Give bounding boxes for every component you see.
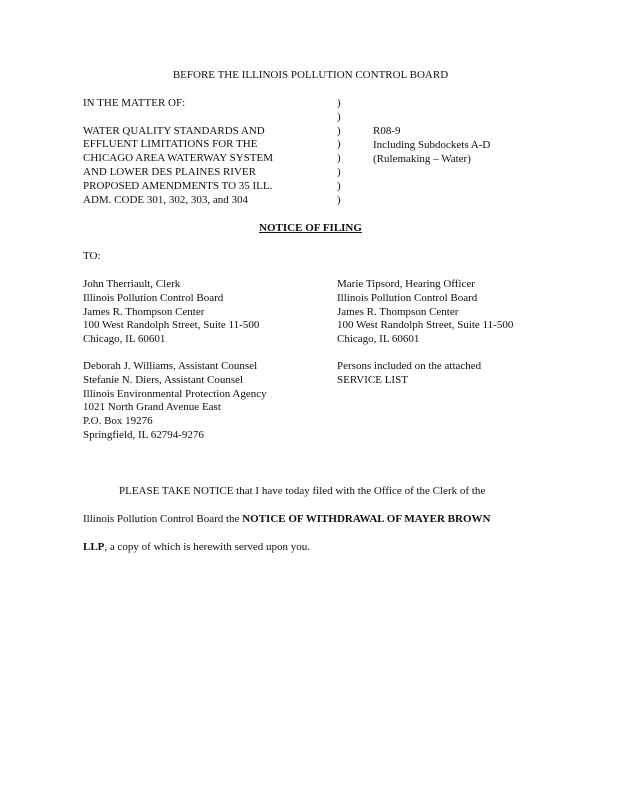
address-line: Marie Tipsord, Hearing Officer [337,278,475,290]
caption-matter [83,97,333,207]
address-line: Chicago, IL 60601 [337,333,420,346]
firm-suffix: LLP [83,541,105,553]
caption-parentheses [337,97,341,207]
caption-line: WATER QUALITY STANDARDS AND [83,124,265,137]
body-text: Illinois Pollution Control Board the [83,513,243,525]
address-line: Persons included on the attached [337,360,482,372]
docket-number: R08-9 [373,125,401,137]
paren: ) [337,179,341,192]
caption-line: IN THE MATTER OF: [83,97,186,109]
caption-line: CHICAGO AREA WATERWAY SYSTEM [83,152,273,165]
caption-line: ADM. CODE 301, 302, 303, and 304 [83,193,248,206]
notice-body-line-1: PLEASE TAKE NOTICE that I have today filed with the Office of the Clerk of the [119,485,486,497]
address-line: Stefanie N. Diers, Assistant Counsel [83,373,244,386]
address-line: 1021 North Grand Avenue East [83,401,221,414]
address-line: Chicago, IL 60601 [83,333,166,346]
caption-line: EFFLUENT LIMITATIONS FOR THE [83,138,258,151]
address-line: Deborah J. Williams, Assistant Counsel [83,360,258,372]
address-line: John Therriault, Clerk [83,278,181,290]
docket-subdockets: Including Subdockets A-D [373,138,491,151]
address-line: 100 West Randolph Street, Suite 11-500 [337,319,514,332]
paren: ) [337,97,341,109]
to-label: TO: [83,250,101,262]
recipient-iepa [83,360,267,443]
paren: ) [337,152,341,165]
recipient-clerk [83,278,259,347]
caption-line: AND LOWER DES PLAINES RIVER [83,165,256,178]
address-line: Illinois Pollution Control Board [83,291,224,304]
paren: ) [337,165,341,178]
body-text: , a copy of which is herewith served upon you. [104,541,310,553]
paren: ) [337,124,341,137]
caption-line [83,111,333,125]
paren: ) [337,193,341,206]
paren: ) [337,138,341,151]
address-line: 100 West Randolph Street, Suite 11-500 [83,319,260,332]
caption-line: PROPOSED AMENDMENTS TO 35 ILL. [83,179,273,192]
address-line: P.O. Box 19276 [83,415,153,428]
withdrawal-title: NOTICE OF WITHDRAWAL OF MAYER BROWN [242,513,491,525]
paren: ) [337,110,341,123]
address-line: SERVICE LIST [337,373,408,386]
docket-type: (Rulemaking – Water) [373,152,471,165]
address-line: Springfield, IL 62794-9276 [83,428,204,441]
address-line: James R. Thompson Center [83,305,205,318]
docket-info [373,125,490,166]
notice-title: NOTICE OF FILING [259,222,362,234]
recipient-hearing-officer [337,278,513,347]
notice-body-line-2 [83,513,490,525]
court-title: BEFORE THE ILLINOIS POLLUTION CONTROL BOARD [172,69,449,81]
address-line: Illinois Environmental Protection Agency [83,387,267,400]
recipient-service-list [337,360,481,388]
notice-body-line-3 [83,541,310,553]
address-line: James R. Thompson Center [337,305,459,318]
address-line: Illinois Pollution Control Board [337,291,478,304]
